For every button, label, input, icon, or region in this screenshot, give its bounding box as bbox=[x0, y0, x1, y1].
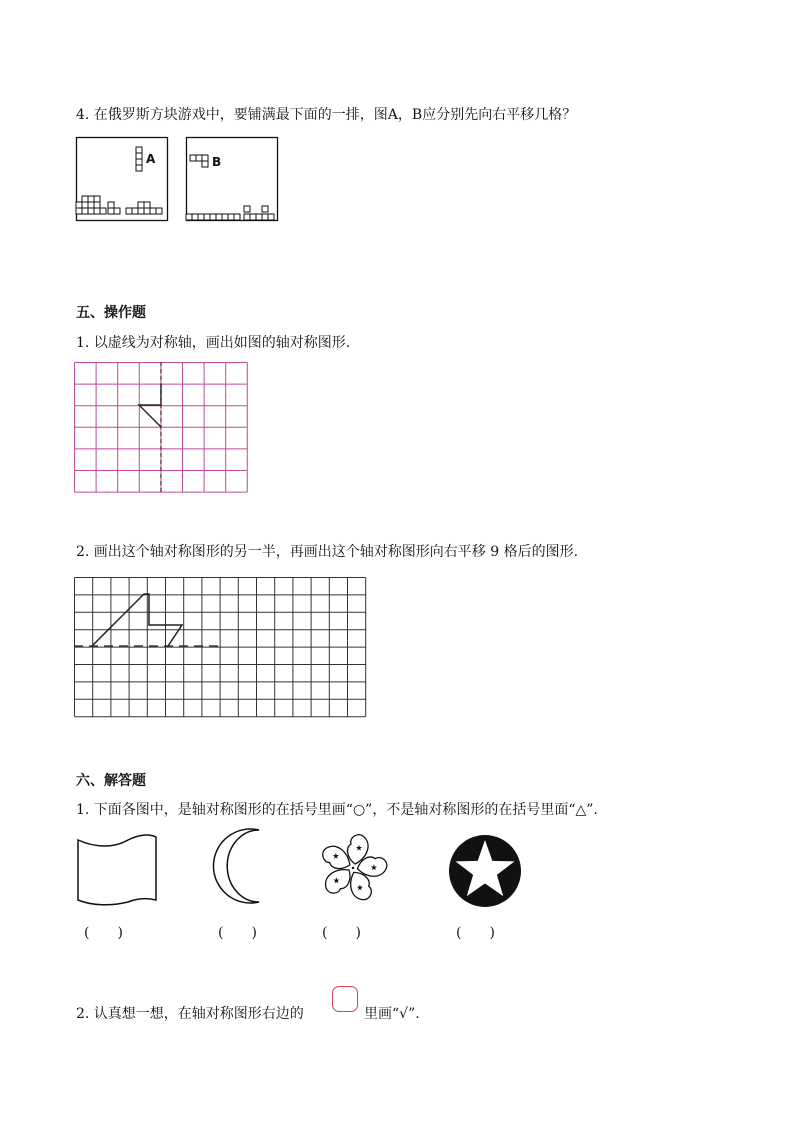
pink-grid-figure bbox=[74, 362, 248, 493]
section5-title: 五、操作题 bbox=[76, 305, 146, 321]
answer-paren-2[interactable]: ( ) bbox=[218, 925, 257, 941]
answer-paren-3[interactable]: ( ) bbox=[322, 925, 361, 941]
flag-shape bbox=[76, 832, 158, 906]
s6-q2-text-after: 里画“√”. bbox=[364, 1006, 420, 1022]
label-a: A bbox=[146, 152, 156, 166]
q4-text: 4. 在俄罗斯方块游戏中，要铺满最下面的一排，图A，B应分别先向右平移几格？ bbox=[76, 107, 577, 123]
bauhinia-flower-shape bbox=[317, 834, 389, 902]
star-circle-shape bbox=[448, 834, 522, 908]
s6-q1-text: 1. 下面各图中，是轴对称图形的在括号里画“○”，不是轴对称图形的在括号里面“△”. bbox=[76, 802, 598, 818]
section6-title: 六、解答题 bbox=[76, 773, 146, 789]
crescent-moon-shape bbox=[219, 828, 264, 904]
answer-paren-1[interactable]: ( ) bbox=[84, 925, 123, 941]
boat-grid-figure bbox=[74, 577, 368, 718]
s5-q2-text: 2. 画出这个轴对称图形的另一半，再画出这个轴对称图形向右平移 9 格后的图形. bbox=[76, 544, 579, 560]
s5-q1-text: 1. 以虚线为对称轴，画出如图的轴对称图形. bbox=[76, 335, 351, 351]
label-b: B bbox=[212, 155, 222, 169]
tetris-panel-a bbox=[76, 137, 168, 223]
checkbox-box-icon bbox=[332, 986, 358, 1012]
tetris-panel-b bbox=[186, 137, 278, 223]
s6-q2-text-before: 2. 认真想一想，在轴对称图形右边的 bbox=[76, 1006, 304, 1022]
answer-paren-4[interactable]: ( ) bbox=[456, 925, 495, 941]
